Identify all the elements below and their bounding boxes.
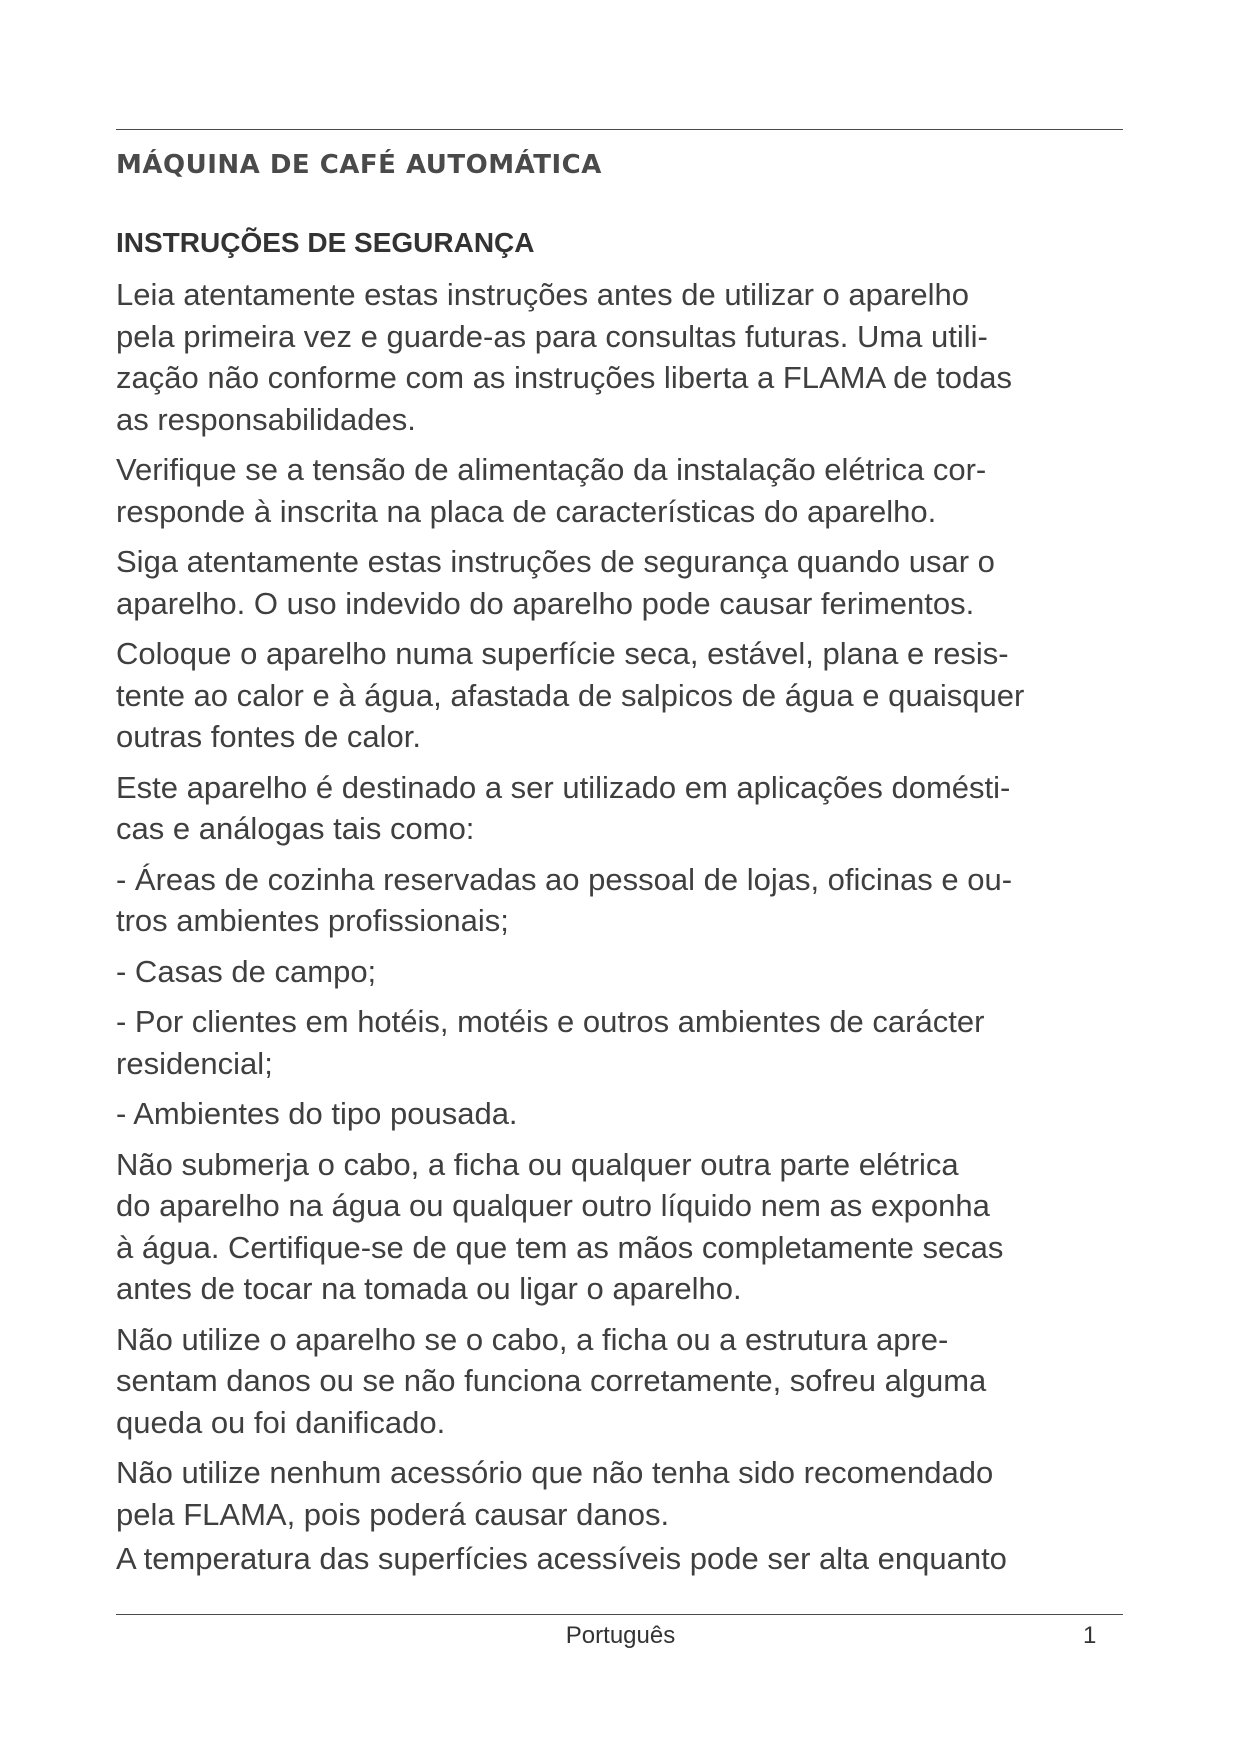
text-line: do aparelho na água ou qualquer outro líquido nem as exponha [116,1188,990,1223]
text-line: cas e análogas tais como: [116,811,475,846]
text-line: - Casas de campo; [116,953,377,989]
text-line: as responsabilidades. [116,401,416,437]
text-line: - Áreas de cozinha reservadas ao pessoal de lojas, oficinas e ou- [116,861,1013,897]
text-line: tros ambientes profissionais; [116,903,509,938]
text-line: Siga atentamente estas instruções de segurança quando usar o [116,544,995,579]
footer-language: Português [565,1622,676,1649]
text-line: antes de tocar na tomada ou ligar o aparelho. [116,1271,742,1306]
text-line: Não submerja o cabo, a ficha ou qualquer outra parte elétrica [116,1146,959,1182]
paragraph [116,274,1156,440]
content-area [116,222,1156,1589]
document-header: MÁQUINA DE CAFÉ AUTOMÁTICA [116,150,602,180]
text-line: aparelho. O uso indevido do aparelho pode causar ferimentos. [116,585,975,621]
text-line: pela primeira vez e guarde-as para consultas futuras. Uma utili- [116,318,988,354]
text-line: Não utilize o aparelho se o cabo, a ficha ou a estrutura apre- [116,1321,949,1357]
text-line: tente ao calor e à água, afastada de salpicos de água e quaisquer [116,677,1025,713]
paragraph [116,1452,1156,1535]
text-line: pela FLAMA, pois poderá causar danos. [116,1496,670,1532]
paragraph [116,633,1156,758]
list-item [116,1001,1156,1084]
text-line: zação não conforme com as instruções liberta a FLAMA de todas [116,360,1013,395]
text-line: à água. Certifique-se de que tem as mãos completamente secas [116,1229,1004,1265]
text-line: queda ou foi danificado. [116,1404,446,1440]
list-item [116,951,1156,993]
paragraph [116,1144,1156,1310]
paragraph [116,767,1156,850]
text-line: sentam danos ou se não funciona corretamente, sofreu alguma [116,1363,987,1398]
text-line: Não utilize nenhum acessório que não tenha sido recomendado [116,1455,994,1490]
text-line: responde à inscrita na placa de características do aparelho. [116,493,937,529]
text-line: outras fontes de calor. [116,719,422,754]
text-line: Verifique se a tensão de alimentação da instalação elétrica cor- [116,452,987,487]
text-line: - Ambientes do tipo pousada. [116,1096,518,1131]
paragraph [116,541,1156,624]
footer-rule [116,1614,1123,1615]
paragraph [116,1319,1156,1444]
text-line: A temperatura das superfícies acessíveis pode ser alta enquanto [116,1541,1007,1576]
paragraph [116,1538,1156,1580]
page-number: 1 [1083,1622,1097,1649]
section-title: INSTRUÇÕES DE SEGURANÇA [116,227,535,258]
list-item [116,859,1156,942]
text-line: Leia atentamente estas instruções antes de utilizar o aparelho [116,277,970,312]
header-rule [116,129,1123,130]
paragraph [116,449,1156,532]
text-line: residencial; [116,1045,273,1081]
text-line: Este aparelho é destinado a ser utilizado em aplicações domésti- [116,769,1011,805]
text-line: - Por clientes em hotéis, motéis e outros ambientes de carácter [116,1004,985,1039]
list-item [116,1093,1156,1135]
text-line: Coloque o aparelho numa superfície seca, estável, plana e resis- [116,636,1009,671]
